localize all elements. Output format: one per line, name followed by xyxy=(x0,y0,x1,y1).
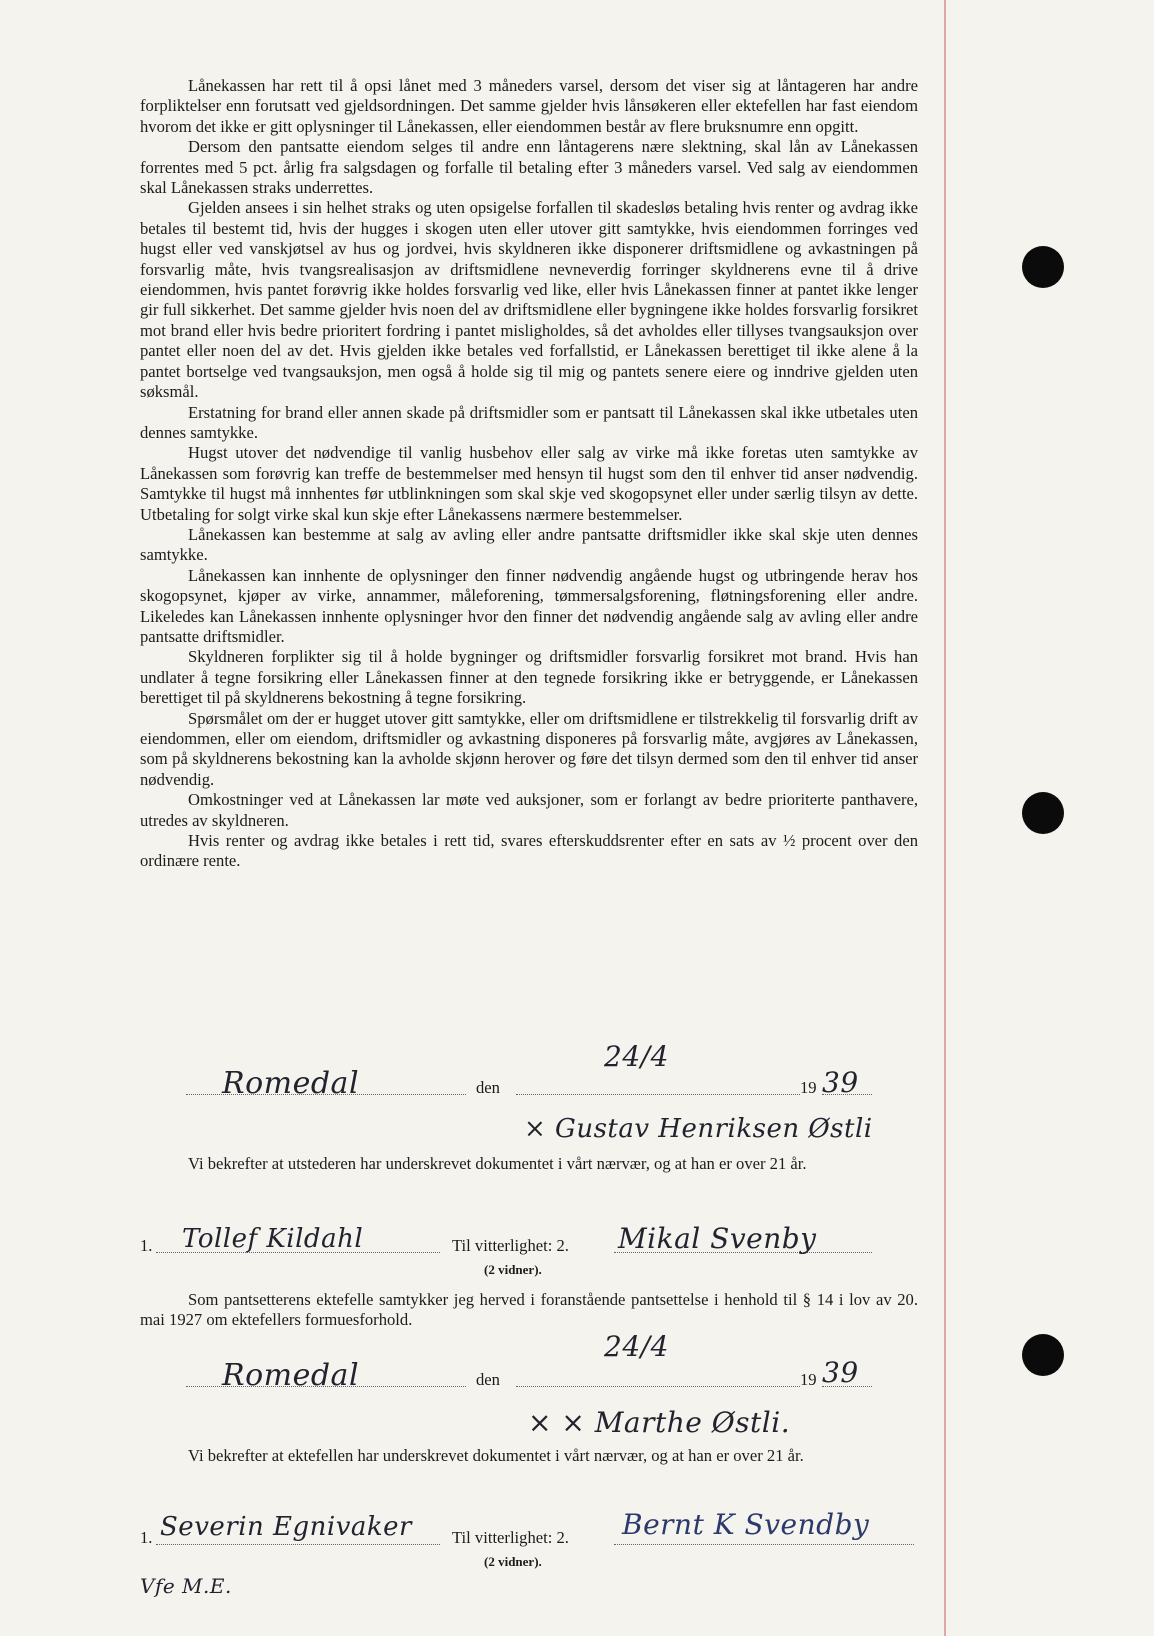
paragraph: Hvis renter og avdrag ikke betales i rett tid, svares efterskuddsrenter efter en sats av ½ procent over den ordinære rente. xyxy=(140,831,918,871)
spouse-statement: Som pantsetterens ektefelle samtykker jeg herved i foranstående pantsettelse i henhold til § 14 i lov av 20. mai 1927 om ektefellers formuesforhold. xyxy=(140,1290,918,1330)
paragraph: Hugst utover det nødvendige til vanlig husbehov eller salg av virke må ikke foretas uten samtykke av Lånekassen som forøvrig kan treffe de bestemmelser med hensyn til hugst som den til enhver tid anser nødvendig. Samtykke til hugst må innhentes før utblinkningen som skal skje ved skogopsynet eller under særlig tilsyn av dette. Utbetaling for solgt virke skal kun skje efter Lånekassens nærmere bestemmelser. xyxy=(140,443,918,524)
year-handwritten: 39 xyxy=(822,1066,859,1099)
punch-hole xyxy=(1022,246,1064,288)
witness-label: Til vitterlighet: 2. xyxy=(452,1528,569,1547)
signature-spouse: × × Marthe Østli. xyxy=(528,1406,791,1439)
margin-line xyxy=(944,0,946,1636)
signature-issuer: × Gustav Henriksen Østli xyxy=(524,1114,873,1144)
witness-signature-1: Tollef Kildahl xyxy=(182,1224,364,1254)
paragraph: Gjelden ansees i sin helhet straks og uten opsigelse forfallen til skadesløs betaling hvis renter og avdrag ikke betales til bestemt tid, hvis der hugges i skogen uten eller utover gitt samtykke, hvis eiendommen forringes ved hugst eller ved vanskjøtsel av hus og jordvei, hvis skyldneren ikke disponerer driftsmidlene og avkastningen på forsvarlig måte, hvis tvangsrealisasjon av driftsmidlene nevneverdig forringer skyldnerens evne til å drive eiendommen, hvis pantet forøvrig ikke holdes forsvarlig ved like, eller hvis Lånekassen finner at pantet ikke lenger gir full sikkerhet. Det samme gjelder hvis noen del av driftsmidlene eller bygningene ikke holdes forsvarlig forsikret mot brand eller hvis bedre prioritert fordring i pantet misligholdes, så det avholdes eller tillyses tvangsauksjon over pantet eller noen del av det. Hvis gjelden ikke betales ved forfallstid, er Lånekassen berettiget til ikke alene å la pantet bortselge ved tvangsauksjon, men også å holde sig til mig og pantets senere eiere og inndrive gjelden uten søksmål. xyxy=(140,198,918,402)
paragraph: Spørsmålet om der er hugget utover gitt samtykke, eller om driftsmidlene er tilstrekkelig til forsvarlig drift av eiendommen, eller om eiendom, driftsmidler og avkastning disponeres på forsvarlig måte, avgjøres av Lånekassen, som på skyldnerens bekostning kan la avholde skjønn herover og føre det tilsyn dermed som den til enhver tid anser nødvendig. xyxy=(140,708,918,789)
witness-signature-2: Bernt K Svendby xyxy=(622,1508,870,1541)
den-label: den xyxy=(476,1370,500,1389)
witness-sub: (2 vidner). xyxy=(484,1262,542,1277)
witness-sub: (2 vidner). xyxy=(484,1554,542,1569)
place-handwritten: Romedal xyxy=(222,1358,360,1393)
loan-terms-text xyxy=(140,76,918,872)
den-label: den xyxy=(476,1078,500,1097)
paragraph: Lånekassen kan innhente de oplysninger den finner nødvendig angående hugst og utbringende herav hos skogopsynet, kjøper av virke, annammer, måleforening, tømmersalgsforening, fløtningsforening eller andre. Likeledes kan Lånekassen innhente oplysninger hvor den finner det nødvendig angående salg av avling eller andre pantsatte driftsmidler. xyxy=(140,565,918,646)
paragraph: Dersom den pantsatte eiendom selges til andre enn låntagerens nære slektning, skal lån av Lånekassen forrentes med 5 pct. årlig fra salgsdagen og forfalle til betaling efter 3 måneders varsel. Ved salg av eiendommen skal Lånekassen straks underrettes. xyxy=(140,137,918,198)
year-handwritten: 39 xyxy=(822,1356,859,1389)
year-prefix: 19 xyxy=(800,1078,817,1097)
paragraph: Omkostninger ved at Lånekassen lar møte ved auksjoner, som er forlangt av bedre prioriterte panthavere, utredes av skyldneren. xyxy=(140,790,918,830)
date-handwritten: 24/4 xyxy=(604,1040,669,1073)
witness-signature-1: Severin Egnivaker xyxy=(160,1512,412,1542)
witness-signature-2: Mikal Svenby xyxy=(618,1222,817,1255)
punch-hole xyxy=(1022,792,1064,834)
handwritten-note: Vfe M.E. xyxy=(140,1574,232,1598)
witness-number: 1. xyxy=(140,1528,153,1547)
witness-statement-2: Vi bekrefter at ektefellen har underskrevet dokumentet i vårt nærvær, og at han er over 21 år. xyxy=(188,1446,804,1465)
paragraph: Skyldneren forplikter sig til å holde bygninger og driftsmidler forsvarlig forsikret mot brand. Hvis han undlater å tegne forsikring eller Lånekassen finner at den tegnede forsikring ikke er betryggende, er Lånekassen berettiget til på skyldnerens bekostning å tegne forsikring. xyxy=(140,647,918,708)
witness-number: 1. xyxy=(140,1236,153,1255)
paragraph: Lånekassen kan bestemme at salg av avling eller andre pantsatte driftsmidler ikke skal skje uten dennes samtykke. xyxy=(140,524,918,565)
year-prefix: 19 xyxy=(800,1370,817,1389)
witness-label: Til vitterlighet: 2. xyxy=(452,1236,569,1255)
paragraph: Lånekassen har rett til å opsi lånet med 3 måneders varsel, dersom det viser sig at låntageren har andre forpliktelser enn forutsatt ved gjeldsordningen. Det samme gjelder hvis lånsøkeren eller ektefellen har fast eiendom hvorom det ikke er gitt oplysninger til Lånekassen, eller eiendommen består av flere bruksnumre enn opgitt. xyxy=(140,76,918,136)
witness-statement-1: Vi bekrefter at utstederen har underskrevet dokumentet i vårt nærvær, og at han er over 21 år. xyxy=(188,1154,807,1173)
paragraph: Erstatning for brand eller annen skade på driftsmidler som er pantsatt til Lånekassen skal ikke utbetales uten dennes samtykke. xyxy=(140,402,918,442)
punch-hole xyxy=(1022,1334,1064,1376)
place-handwritten: Romedal xyxy=(222,1066,360,1101)
date-handwritten: 24/4 xyxy=(604,1330,669,1363)
